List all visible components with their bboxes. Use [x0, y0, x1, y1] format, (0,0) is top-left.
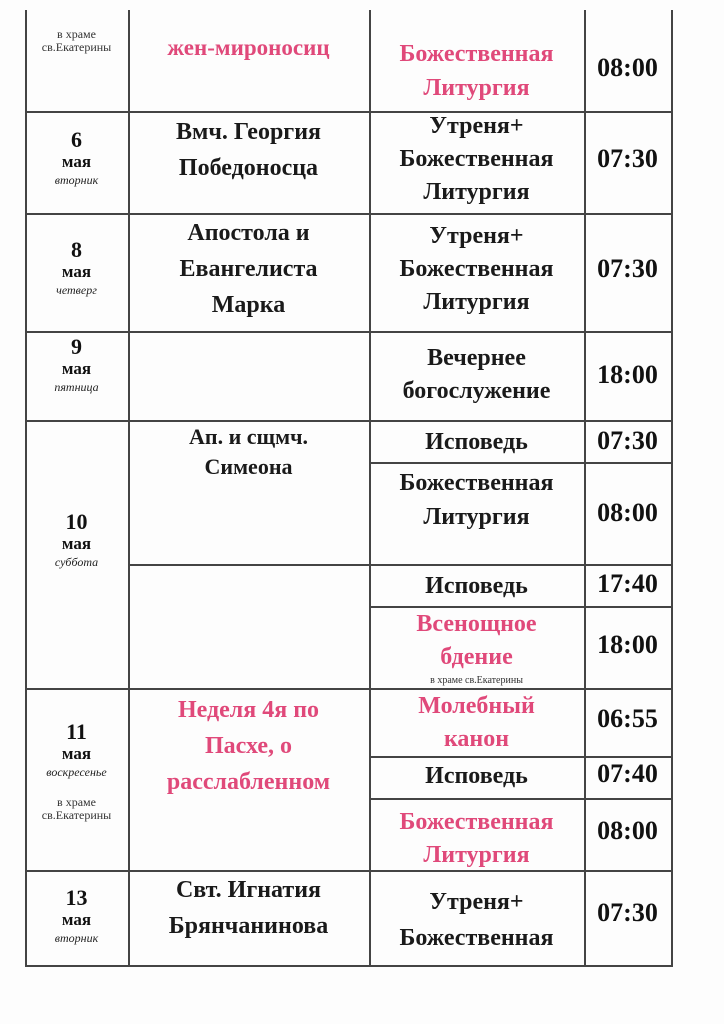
- grid-line: [128, 564, 673, 566]
- time-cell: [584, 816, 671, 846]
- feast-name: Апостола и Евангелиста Марка: [179, 220, 318, 318]
- time-cell: [584, 53, 671, 83]
- feast-name: Ап. и сщмч. Симеона: [189, 424, 308, 479]
- date-day: 6: [71, 127, 82, 152]
- service-name: Божественная Литургия: [399, 41, 554, 101]
- time-cell: [584, 898, 671, 928]
- grid-line: [369, 462, 673, 464]
- grid-line: [25, 965, 673, 967]
- date-weekday: пятница: [54, 380, 99, 394]
- time-cell: [584, 254, 671, 284]
- grid-line: [25, 331, 673, 333]
- service-name: Утреня+ Божественная Литургия: [399, 223, 554, 315]
- service-name: Утреня+ Божественная: [399, 889, 554, 951]
- date-month: мая: [61, 152, 92, 171]
- date-cell: [25, 238, 128, 298]
- date-weekday: четверг: [56, 283, 97, 297]
- service-time: 06:55: [597, 704, 658, 733]
- service-cell: [369, 806, 584, 872]
- service-name: Всенощное бдение: [416, 611, 537, 670]
- service-time: 18:00: [597, 630, 658, 659]
- date-month: мая: [61, 910, 92, 929]
- date-cell: [25, 510, 128, 570]
- service-cell: [369, 220, 584, 319]
- feast-name: жен-мироносиц: [167, 35, 330, 60]
- service-name: Утреня+ Божественная Литургия: [399, 113, 554, 205]
- schedule-table: [25, 10, 673, 967]
- service-cell: [369, 568, 584, 604]
- date-day: 8: [71, 237, 82, 262]
- date-cell: [25, 335, 128, 395]
- service-time: 07:30: [597, 898, 658, 927]
- service-time: 08:00: [597, 498, 658, 527]
- feast-cell: [128, 215, 369, 323]
- service-name: Вечернее богослужение: [402, 345, 551, 404]
- service-cell: [369, 466, 584, 534]
- service-cell: [369, 342, 584, 408]
- grid-line: [671, 10, 673, 967]
- service-name: Исповедь: [425, 573, 528, 599]
- service-time: 07:40: [597, 759, 658, 788]
- date-day: 11: [66, 719, 87, 744]
- date-month: мая: [61, 359, 92, 378]
- service-time: 07:30: [597, 144, 658, 173]
- date-cell: [25, 720, 128, 822]
- date-weekday: суббота: [54, 555, 99, 569]
- service-note: в храме св.Екатерины: [430, 675, 523, 686]
- time-cell: [584, 630, 671, 660]
- service-name: Исповедь: [425, 763, 528, 789]
- date-weekday: воскресенье: [46, 765, 107, 779]
- date-cell: [25, 28, 128, 54]
- service-time: 17:40: [597, 569, 658, 598]
- service-time: 07:30: [597, 426, 658, 455]
- service-cell: [369, 884, 584, 956]
- service-name: Исповедь: [425, 429, 528, 455]
- date-weekday: вторник: [54, 931, 99, 945]
- date-note: в храме св.Екатерины: [41, 795, 112, 822]
- date-month: мая: [61, 744, 92, 763]
- service-name: Божественная Литургия: [399, 470, 554, 530]
- time-cell: [584, 569, 671, 599]
- date-day: 10: [65, 509, 88, 534]
- date-day: 9: [71, 334, 82, 359]
- service-cell: [369, 690, 584, 756]
- service-cell: [369, 608, 584, 687]
- feast-cell: [128, 422, 369, 482]
- date-month: мая: [61, 534, 92, 553]
- time-cell: [584, 426, 671, 456]
- service-time: 07:30: [597, 254, 658, 283]
- feast-name: Свт. Игнатия Брянчанинова: [168, 877, 329, 939]
- service-cell: [369, 110, 584, 209]
- time-cell: [584, 704, 671, 734]
- service-time: 08:00: [597, 53, 658, 82]
- date-month: мая: [61, 262, 92, 281]
- feast-name: Неделя 4я по Пасхе, о расслабленном: [166, 697, 331, 795]
- time-cell: [584, 360, 671, 390]
- date-cell: [25, 886, 128, 946]
- grid-line: [369, 798, 673, 800]
- time-cell: [584, 759, 671, 789]
- service-cell: [369, 424, 584, 460]
- feast-cell: [128, 114, 369, 186]
- service-time: 18:00: [597, 360, 658, 389]
- service-cell: [369, 758, 584, 794]
- service-time: 08:00: [597, 816, 658, 845]
- feast-cell: [128, 30, 369, 66]
- time-cell: [584, 144, 671, 174]
- date-note: в храме св.Екатерины: [41, 27, 112, 54]
- service-cell: [369, 37, 584, 105]
- time-cell: [584, 498, 671, 528]
- date-weekday: вторник: [54, 173, 99, 187]
- feast-cell: [128, 872, 369, 944]
- date-day: 13: [65, 885, 88, 910]
- feast-name: Вмч. Георгия Победоносца: [175, 119, 322, 181]
- date-cell: [25, 128, 128, 188]
- service-name: Божественная Литургия: [399, 809, 554, 868]
- service-name: Молебный канон: [418, 693, 535, 752]
- feast-cell: [128, 692, 369, 800]
